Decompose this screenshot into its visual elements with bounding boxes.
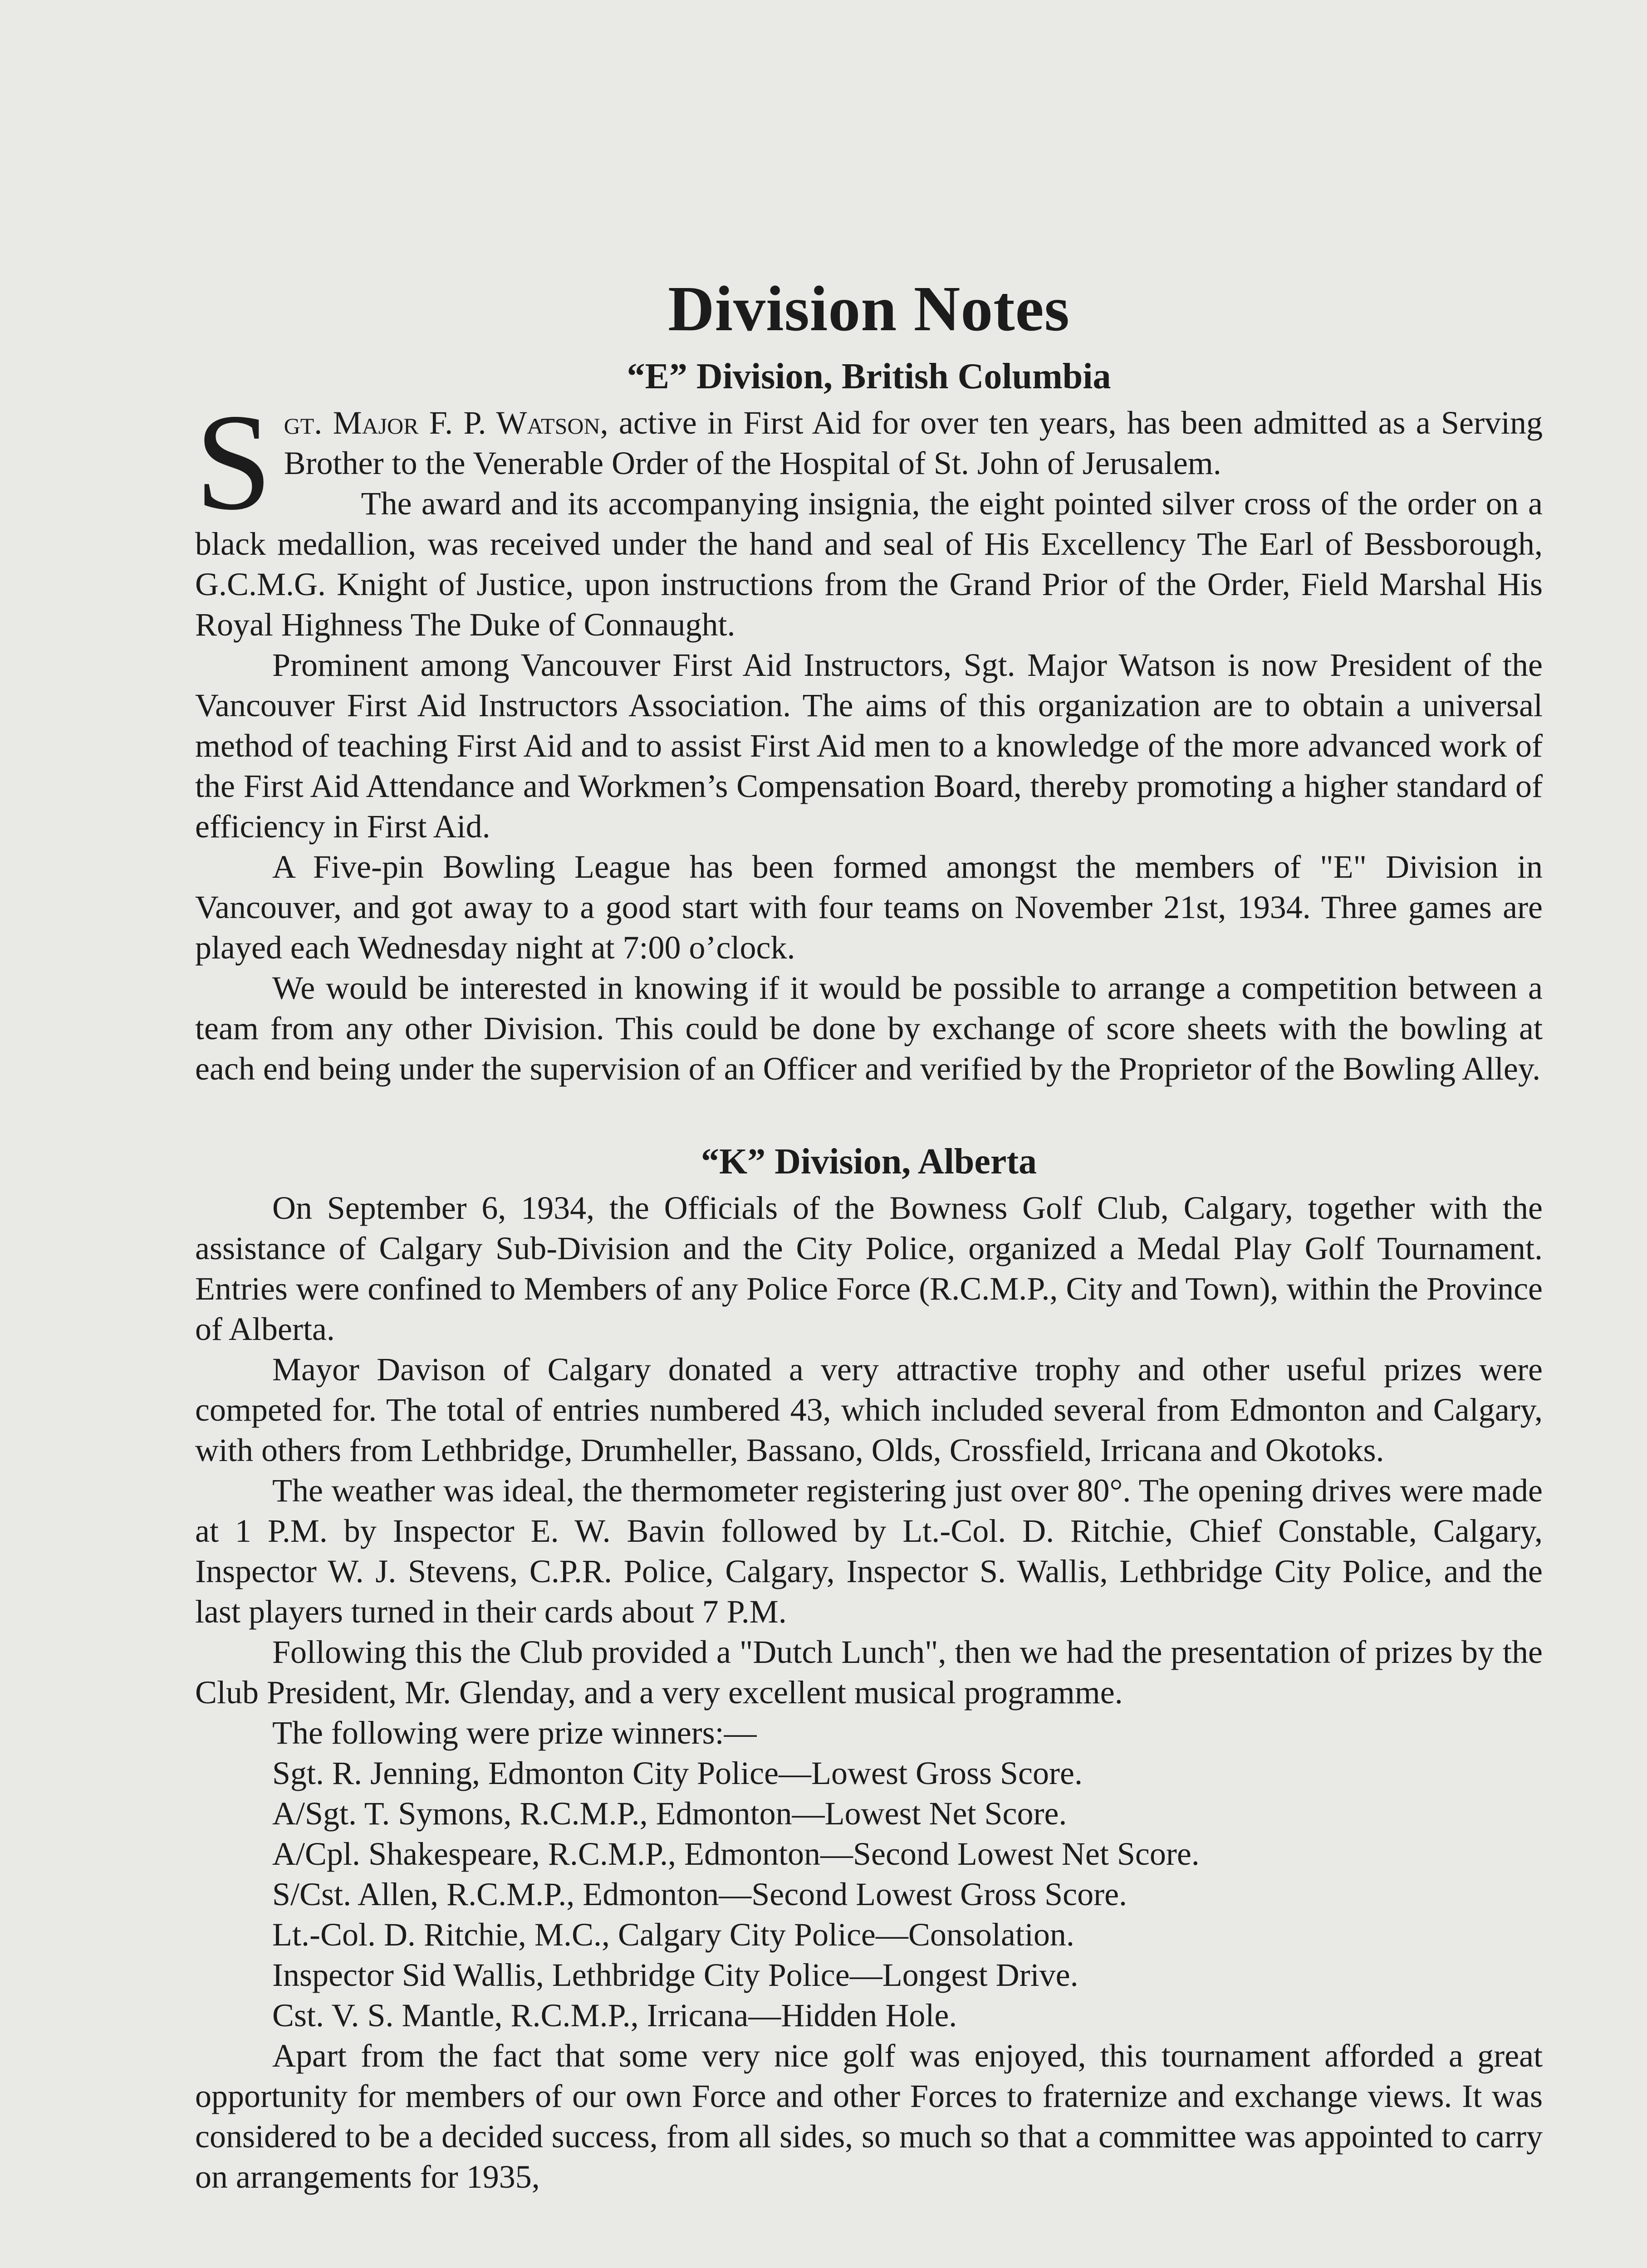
paragraph-e-bowling: A Five-pin Bowling League has been formed amongst the members of "E" Division in Vancouver, and got away to a good start with four teams on November 21st, 1934. Three games are played each Wednesday night at 7:00 o’clock. [195,849,1543,966]
paragraph-k-winners-intro: The following were prize winners:— [272,1715,757,1751]
list-item: A/Sgt. T. Symons, R.C.M.P., Edmonton—Lowest Net Score. [272,1795,1067,1832]
paragraph-k-tournament: On September 6, 1934, the Officials of the Bowness Golf Club, Calgary, together with the assistance of Calgary Sub-Division and the City Police, organized a Medal Play Golf Tournament. Entries were confined to Members of any Police Force (R.C.M.P., City and Town), within the Province of Alberta. [195,1190,1543,1347]
list-item: Sgt. R. Jenning, Edmonton City Police—Lowest Gross Score. [272,1755,1083,1791]
page-body [195,272,1543,2197]
section-e-division [195,354,1543,1089]
paragraph-k-lunch: Following this the Club provided a "Dutch Lunch", then we had the presentation of prizes by the Club President, Mr. Glenday, and a very excellent musical programme. [195,1634,1543,1711]
page-title: Division Notes [668,273,1070,344]
drop-cap: S [195,385,272,538]
lead-text: active in First Aid for over ten years, has been admitted as a Serving Brother to the Venerable Order of the Hospital of St. John of Jerusalem. [284,405,1543,481]
list-item: Inspector Sid Wallis, Lethbridge City Police—Longest Drive. [272,1957,1078,1993]
list-item: A/Cpl. Shakespeare, R.C.M.P., Edmonton—Second Lowest Net Score. [272,1836,1200,1872]
paragraph-e-lead [195,385,1543,538]
section-k-division [195,1139,1543,2197]
list-item: S/Cst. Allen, R.C.M.P., Edmonton—Second Lowest Gross Score. [272,1876,1127,1912]
prize-winners-list [195,1753,1543,2036]
paragraph-e-instructors: Prominent among Vancouver First Aid Instructors, Sgt. Major Watson is now President of the Vancouver First Aid Instructors Association. The aims of this organization are to obtain a universal method of teaching First Aid and to assist First Aid men to a knowledge of the more advanced work of the First Aid Attendance and Workmen’s Compensation Board, thereby promoting a higher standard of efficiency in First Aid. [195,647,1543,845]
paragraph-k-closing: Apart from the fact that some very nice golf was enjoyed, this tournament afforded a great opportunity for members of our own Force and other Forces to fraternize and exchange views. It was considered to be a decided success, from all sides, so much so that a committee was appointed to carry on arrangements for 1935, [195,2038,1543,2195]
section-heading-e-division: “E” Division, British Columbia [627,357,1111,396]
paragraph-k-weather: The weather was ideal, the thermometer registering just over 80°. The opening drives were made at 1 P.M. by Inspector E. W. Bavin followed by Lt.-Col. D. Ritchie, Chief Constable, Calgary, Inspector W. J. Stevens, C.P.R. Police, Calgary, Inspector S. Wallis, Lethbridge City Police, and the last players turned in their cards about 7 P.M. [195,1472,1543,1630]
lead-smallcaps: gt. Major F. P. Watson, [284,405,608,441]
list-item: Lt.-Col. D. Ritchie, M.C., Calgary City Police—Consolation. [272,1916,1074,1953]
paragraph-k-trophy: Mayor Davison of Calgary donated a very attractive trophy and other useful prizes were competed for. The total of entries numbered 43, which included several from Edmonton and Calgary, with others from Lethbridge, Drumheller, Bassano, Olds, Crossfield, Irricana and Okotoks. [195,1351,1543,1468]
paragraph-e-competition: We would be interested in knowing if it would be possible to arrange a competition between a team from any other Division. This could be done by exchange of score sheets with the bowling at each end being under the supervision of an Officer and verified by the Proprietor of the Bowling Alley. [195,970,1543,1087]
paragraph-e-award: The award and its accompanying insignia, the eight pointed silver cross of the order on a black medallion, was received under the hand and seal of His Excellency The Earl of Bessborough, G.C.M.G. Knight of Justice, upon instructions from the Grand Prior of the Order, Field Marshal His Royal Highness The Duke of Connaught. [195,485,1543,643]
list-item: Cst. V. S. Mantle, R.C.M.P., Irricana—Hidden Hole. [272,1997,957,2033]
section-heading-k-division: “K” Division, Alberta [701,1142,1037,1182]
